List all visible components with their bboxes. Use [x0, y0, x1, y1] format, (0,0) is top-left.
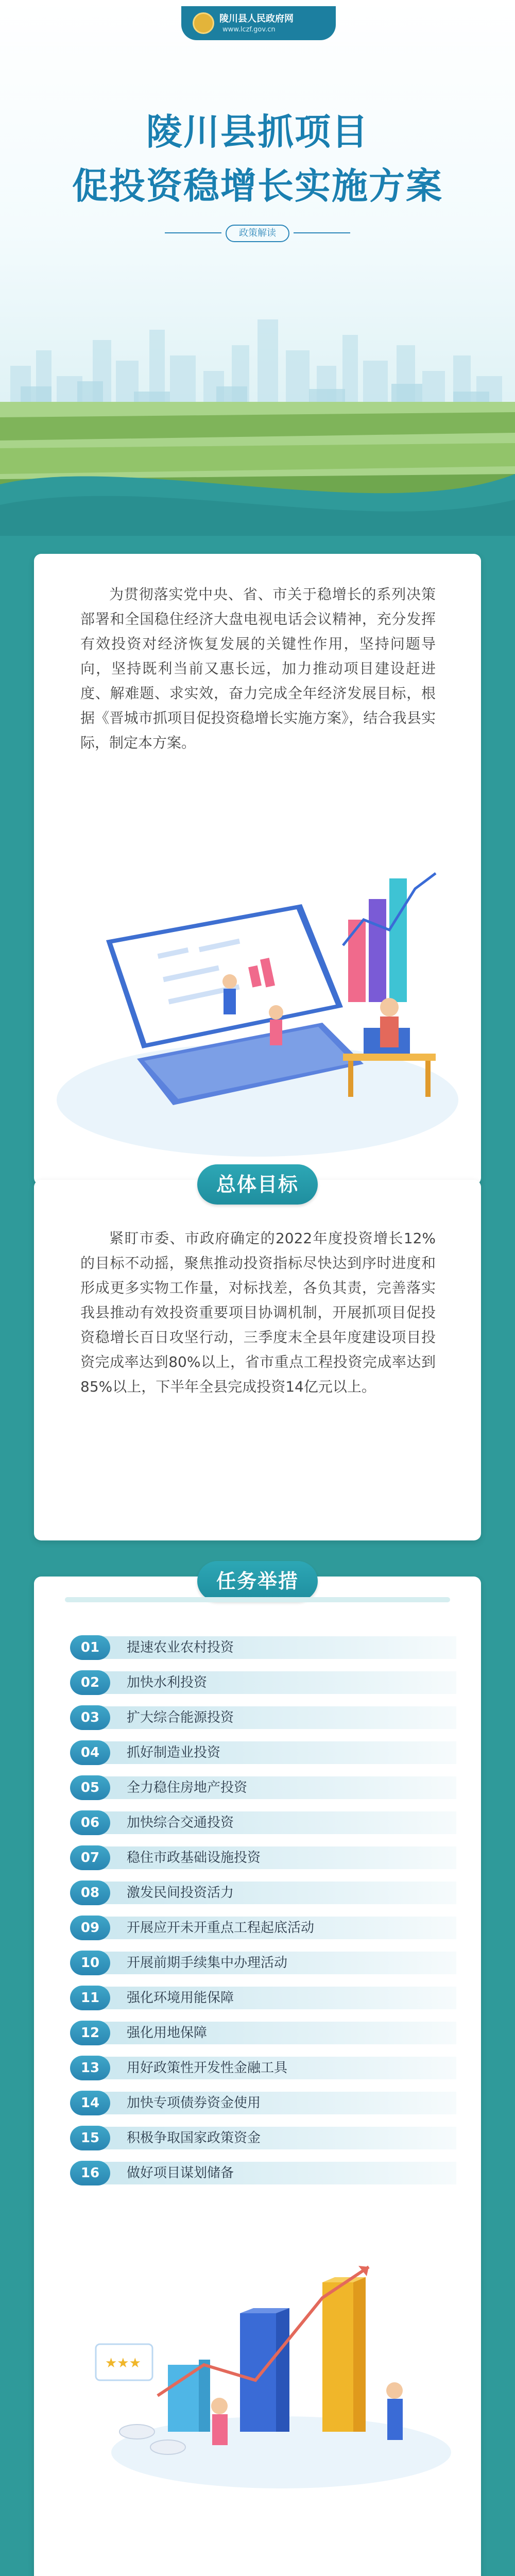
task-label: 加快水利投资: [127, 1675, 208, 1690]
task-number-badge: 04: [70, 1740, 110, 1765]
task-item: [70, 1633, 451, 1662]
task-item: [70, 1703, 451, 1732]
page-title-line1: 陵川县抓项目: [146, 111, 369, 153]
task-number-badge: 05: [70, 1775, 110, 1800]
task-label: 加快综合交通投资: [127, 1815, 234, 1831]
task-label: 强化用地保障: [127, 2025, 208, 2041]
task-label: 加快专项债券资金使用: [127, 2095, 261, 2111]
task-label: 激发民间投资活力: [127, 1885, 234, 1901]
tasks-title-bar: [65, 1597, 450, 1602]
policy-tag-row: [0, 223, 515, 243]
growth-chart-illustration: [34, 2210, 481, 2499]
task-number-badge: 12: [70, 2021, 110, 2045]
task-item: [70, 1773, 451, 1802]
task-item: [70, 1808, 451, 1837]
task-label: 强化环境用能保障: [127, 1990, 234, 2006]
task-number-badge: 08: [70, 1880, 110, 1905]
svg-text:★★★: ★★★: [105, 2355, 141, 2371]
task-label: 提速农业农村投资: [127, 1640, 234, 1655]
intro-card: [34, 554, 481, 1185]
data-analysis-illustration: [34, 842, 481, 1162]
tag-divider-right: [294, 232, 350, 233]
tasks-card: [34, 1570, 481, 2576]
header-banner: [0, 0, 515, 520]
task-item: [70, 1843, 451, 1872]
task-number-badge: 07: [70, 1845, 110, 1870]
tasks-section-title: 任务举措: [197, 1561, 318, 1601]
task-item: [70, 2159, 451, 2188]
task-number-badge: 11: [70, 1986, 110, 2010]
policy-tag: 政策解读: [226, 225, 289, 242]
task-item: [70, 2124, 451, 2153]
site-name: 陵川县人民政府网: [219, 13, 294, 24]
goal-card: [34, 1173, 481, 1540]
task-number-badge: 10: [70, 1951, 110, 1975]
task-number-badge: 14: [70, 2091, 110, 2115]
task-list: [70, 1633, 451, 2194]
goal-section-title: 总体目标: [197, 1164, 318, 1205]
task-label: 全力稳住房地产投资: [127, 1780, 248, 1795]
task-item: [70, 2089, 451, 2117]
task-item: [70, 2019, 451, 2047]
task-label: 开展应开未开重点工程起底活动: [127, 1920, 315, 1936]
task-item: [70, 1984, 451, 2012]
task-label: 抓好制造业投资: [127, 1745, 221, 1760]
task-number-badge: 15: [70, 2126, 110, 2150]
task-number-badge: 13: [70, 2056, 110, 2080]
task-item: [70, 2054, 451, 2082]
national-emblem-icon: [193, 12, 214, 34]
task-number-badge: 06: [70, 1810, 110, 1835]
task-label: 扩大综合能源投资: [127, 1710, 234, 1725]
task-number-badge: 03: [70, 1705, 110, 1730]
intro-paragraph: 为贯彻落实党中央、省、市关于稳增长的系列决策部署和全国稳住经济大盘电视电话会议精神，充分发挥有效投资对经济恢复发展的关键性作用，坚持问题导向，坚持既利当前又惠长远，加力推动项目建设赶进度、解难题、求实效，奋力完成全年经济发展目标，根据《晋城市抓项目促投资稳增长实施方案》，结合我县实际，制定本方案。: [80, 586, 436, 751]
task-label: 稳住市政基础设施投资: [127, 1850, 261, 1866]
teal-wave-decoration: [0, 453, 515, 536]
task-number-badge: 16: [70, 2161, 110, 2185]
tag-divider-left: [165, 232, 221, 233]
page-title-line2: 促投资稳增长实施方案: [72, 165, 443, 207]
task-label: 用好政策性开发性金融工具: [127, 2060, 288, 2076]
task-label: 做好项目谋划储备: [127, 2165, 234, 2181]
task-item: [70, 1913, 451, 1942]
site-url: www.lczf.gov.cn: [222, 26, 276, 33]
task-number-badge: 01: [70, 1635, 110, 1660]
goal-paragraph: 紧盯市委、市政府确定的2022年度投资增长12%的目标不动摇，聚焦推动投资指标尽快达到序时进度和形成更多实物工作量，对标找差，各负其责，完善落实我县推动有效投资重要项目协调机制，开展抓项目促投资稳增长百日攻坚行动，三季度末全县年度建设项目投资完成率达到80%以上，省市重点工程投资完成率达到85%以上，下半年全县完成投资14亿元以上。: [80, 1230, 436, 1395]
task-item: [70, 1668, 451, 1697]
task-number-badge: 02: [70, 1670, 110, 1695]
task-item: [70, 1738, 451, 1767]
task-label: 开展前期手续集中办理活动: [127, 1955, 288, 1971]
task-item: [70, 1948, 451, 1977]
task-label: 积极争取国家政策资金: [127, 2130, 261, 2146]
task-item: [70, 1878, 451, 1907]
task-number-badge: 09: [70, 1916, 110, 1940]
site-logo-bar[interactable]: [181, 6, 336, 40]
